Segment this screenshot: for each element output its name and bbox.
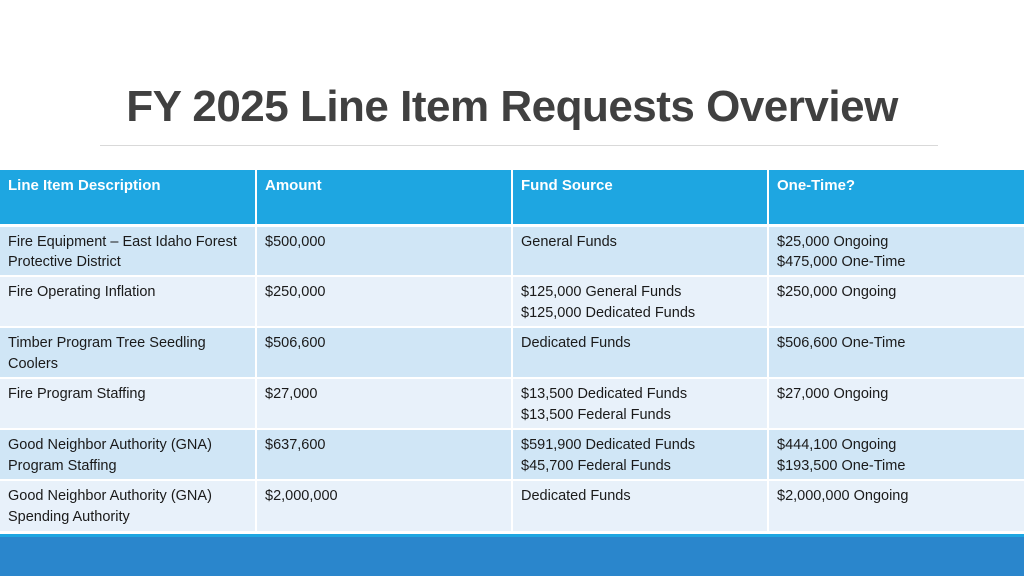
title-divider — [100, 145, 938, 146]
cell-amount — [256, 480, 512, 531]
cell-line: $27,000 — [265, 386, 318, 402]
cell-line: $27,000 Ongoing — [777, 386, 889, 402]
cell-one-time — [768, 480, 1024, 531]
cell-one-time — [768, 225, 1024, 276]
cell-line: $591,900 Dedicated Funds — [521, 437, 696, 453]
cell-line: Coolers — [8, 355, 58, 372]
cell-description — [0, 378, 256, 429]
cell-description — [0, 327, 256, 378]
table-row — [0, 480, 1024, 531]
cell-line: Dedicated Funds — [521, 335, 631, 351]
cell-line: Fire Program Staffing — [8, 386, 146, 402]
table-row — [0, 429, 1024, 480]
table-row — [0, 225, 1024, 276]
cell-line: Good Neighbor Authority (GNA) — [8, 488, 212, 504]
cell-amount — [256, 276, 512, 327]
cell-fund-source — [512, 480, 768, 531]
cell-fund-source — [512, 429, 768, 480]
cell-amount — [256, 378, 512, 429]
cell-fund-source — [512, 378, 768, 429]
cell-line: $125,000 Dedicated Funds — [521, 304, 696, 321]
header-fund-source: Fund Source — [512, 170, 768, 225]
cell-line: Protective District — [8, 254, 121, 270]
cell-line: $637,600 — [265, 437, 326, 453]
cell-description — [0, 225, 256, 276]
header-one-time: One-Time? — [768, 170, 1024, 225]
cell-line: Timber Program Tree Seedling — [8, 335, 206, 351]
cell-amount — [256, 225, 512, 276]
cell-line: Good Neighbor Authority (GNA) — [8, 437, 212, 453]
cell-line: Fire Equipment – East Idaho Forest — [8, 233, 237, 250]
cell-line: Spending Authority — [8, 508, 130, 525]
cell-line: $45,700 Federal Funds — [521, 457, 671, 474]
cell-one-time — [768, 327, 1024, 378]
cell-one-time — [768, 429, 1024, 480]
cell-line: $125,000 General Funds — [521, 284, 682, 300]
slide-title: FY 2025 Line Item Requests Overview — [126, 82, 898, 131]
cell-description — [0, 429, 256, 480]
cell-line: $506,600 — [265, 335, 326, 351]
cell-line: Dedicated Funds — [521, 488, 631, 504]
header-description: Line Item Description — [0, 170, 256, 225]
cell-description — [0, 276, 256, 327]
cell-line: $250,000 — [265, 284, 326, 300]
cell-line: General Funds — [521, 233, 617, 250]
cell-line: $25,000 Ongoing — [777, 233, 889, 250]
cell-fund-source — [512, 225, 768, 276]
cell-line: $193,500 One-Time — [777, 457, 906, 474]
table-row — [0, 327, 1024, 378]
table-header-row — [0, 170, 1024, 225]
cell-line: Program Staffing — [8, 457, 117, 474]
line-item-table — [0, 170, 1024, 531]
cell-line: $13,500 Federal Funds — [521, 406, 671, 423]
cell-amount — [256, 327, 512, 378]
cell-line: $2,000,000 Ongoing — [777, 488, 909, 504]
cell-one-time — [768, 276, 1024, 327]
cell-fund-source — [512, 327, 768, 378]
cell-line: $444,100 Ongoing — [777, 437, 897, 453]
cell-line: Fire Operating Inflation — [8, 284, 156, 300]
cell-line: $500,000 — [265, 233, 326, 250]
cell-line: $2,000,000 — [265, 488, 338, 504]
cell-fund-source — [512, 276, 768, 327]
cell-description — [0, 480, 256, 531]
cell-line: $250,000 Ongoing — [777, 284, 897, 300]
table-row — [0, 276, 1024, 327]
cell-one-time — [768, 378, 1024, 429]
cell-amount — [256, 429, 512, 480]
cell-line: $506,600 One-Time — [777, 335, 906, 351]
cell-line: $475,000 One-Time — [777, 254, 906, 270]
header-amount: Amount — [256, 170, 512, 225]
table-row — [0, 378, 1024, 429]
cell-line: $13,500 Dedicated Funds — [521, 386, 688, 402]
footer-band — [0, 534, 1024, 576]
